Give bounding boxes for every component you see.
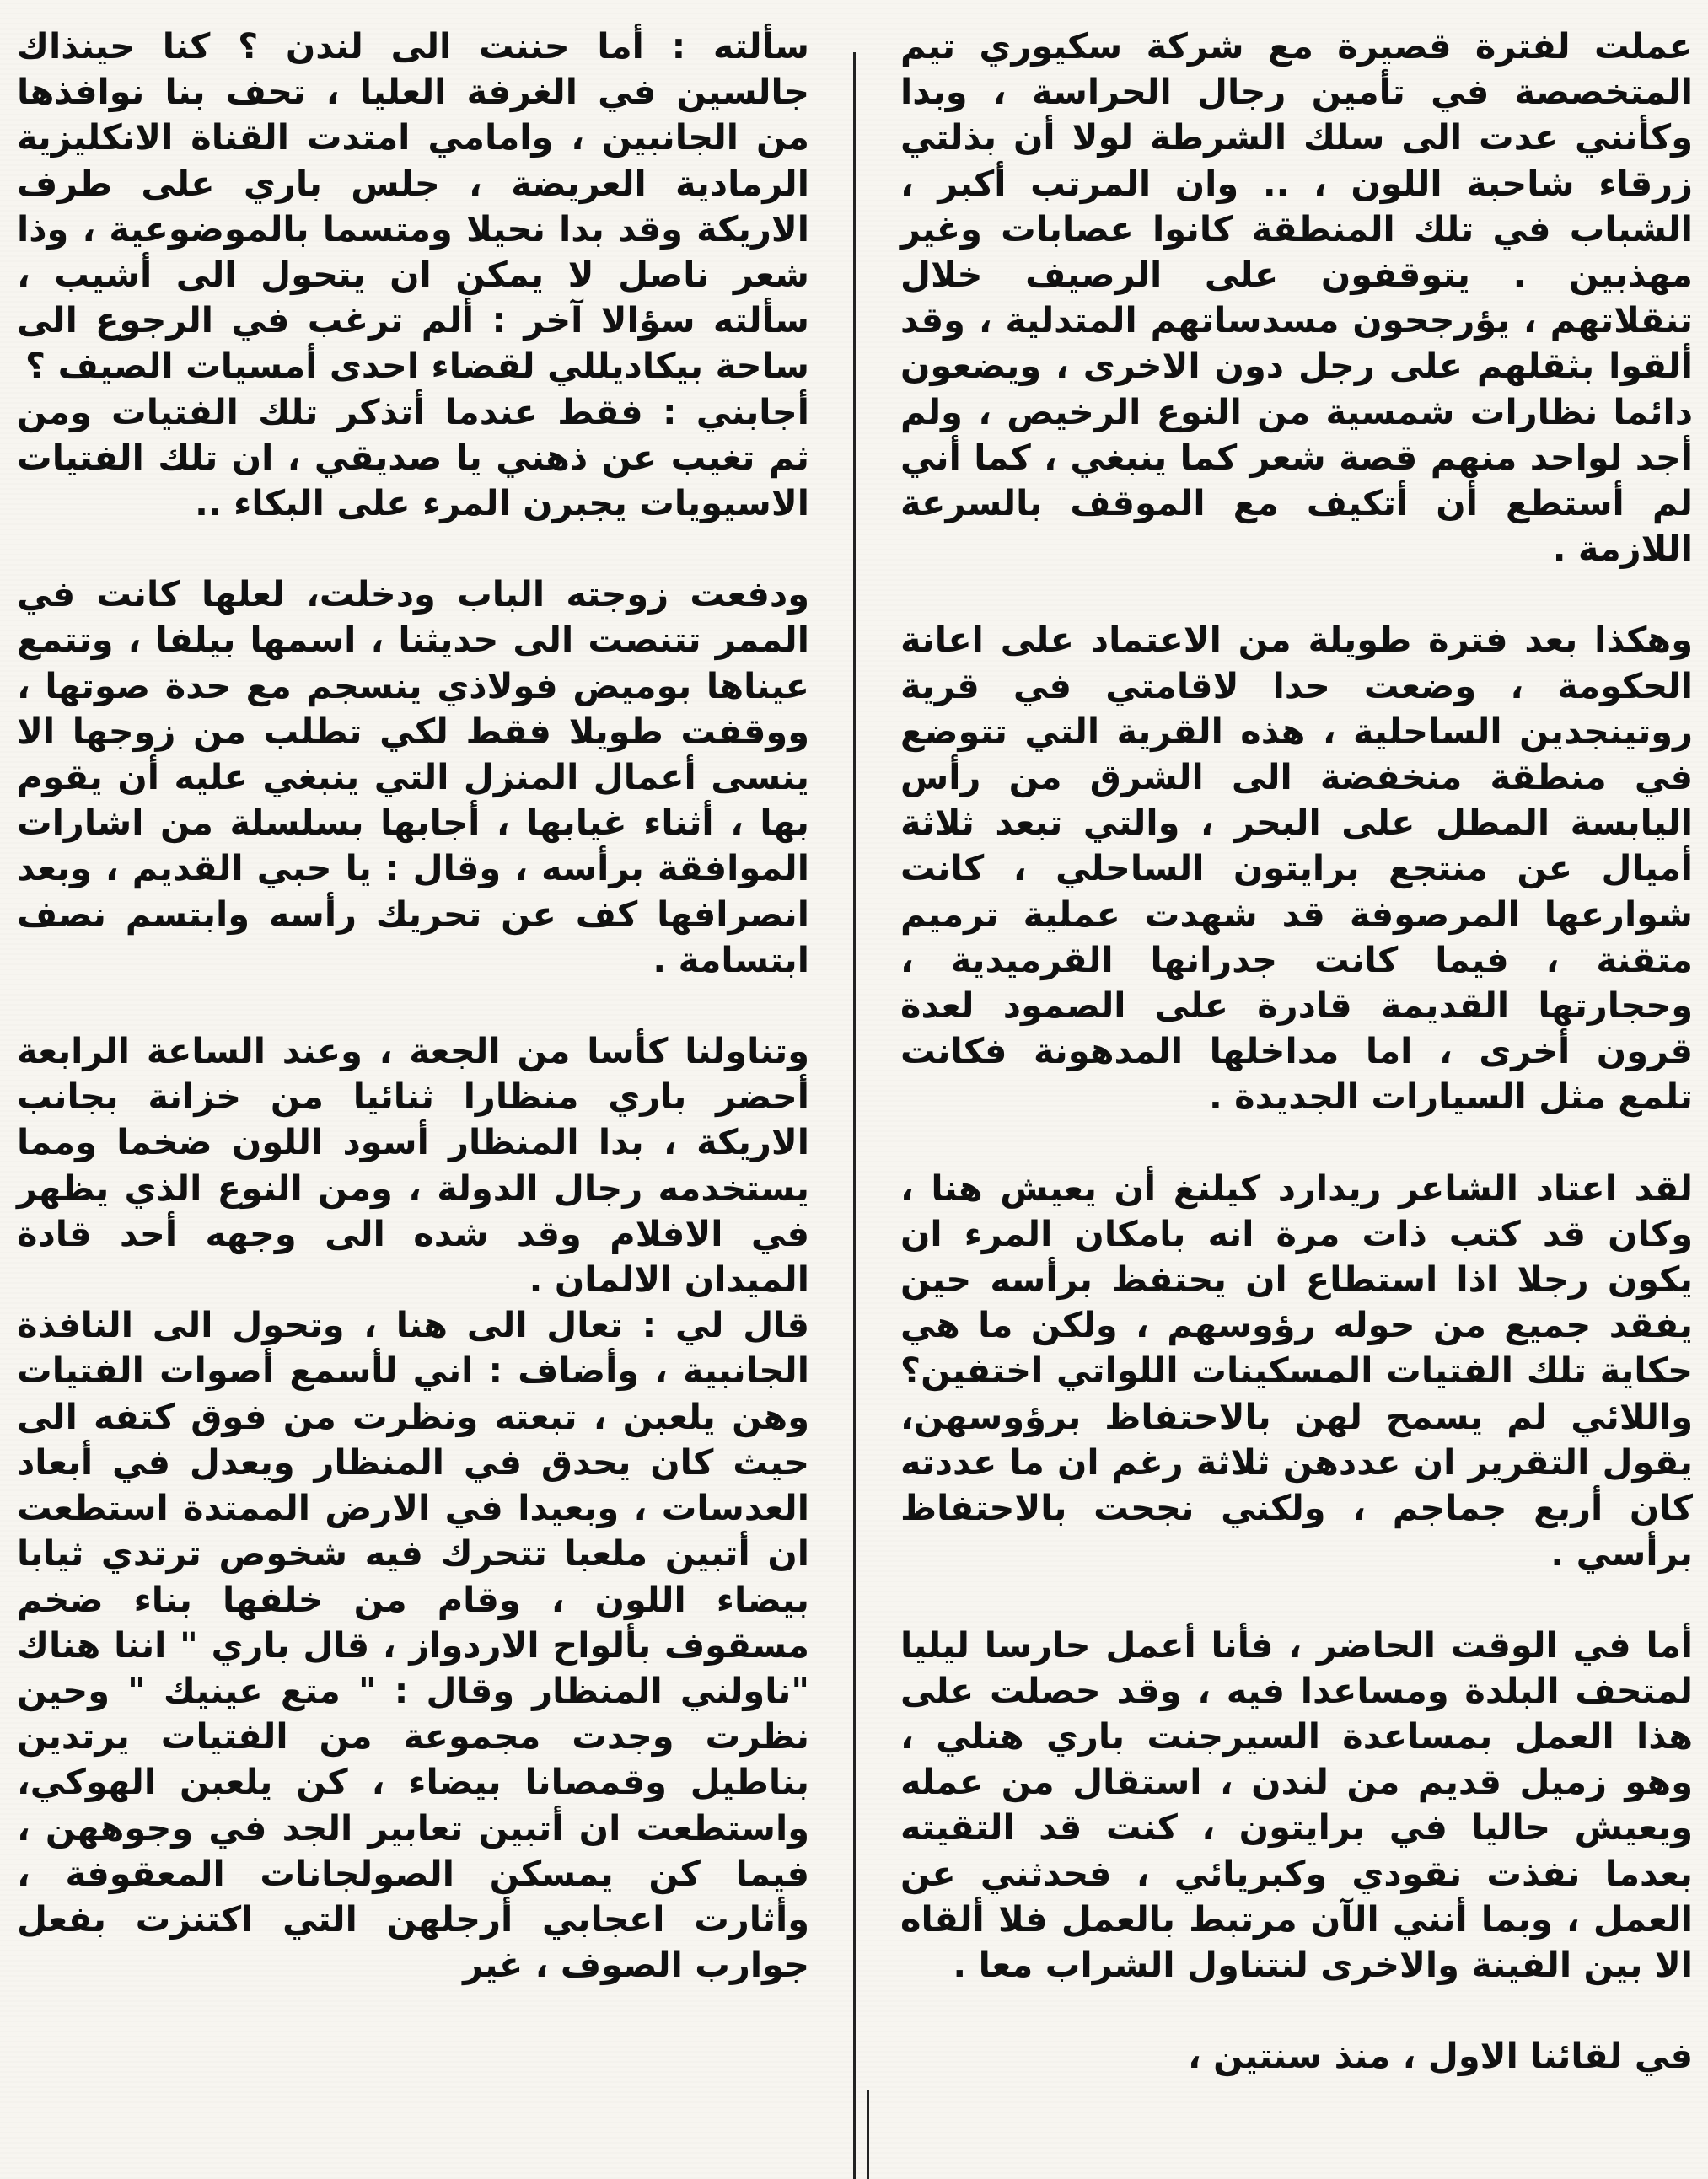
article-column-left <box>17 24 809 1988</box>
paragraph-security-job: عملت لفترة قصيرة مع شركة سكيوري تيم المتخصصة في تأمين رجال الحراسة ، وبدا وكأنني عدت الى سلك الشرطة لولا أن بذلتي زرقاء شاحبة اللون ، .. وان المرتب أكبر ، الشباب في تلك المنطقة كانوا عصابات وغير مهذبين . يتوقفون على الرصيف خلال تنقلاتهم ، يؤرجحون مسدساتهم المتدلية ، وقد ألقوا بثقلهم على رجل دون الاخرى ، ويضعون دائما نظارات شمسية من النوع الرخيص ، ولم أجد لواحد منهم قصة شعر كما ينبغي ، كما أني لم أستطع أن أتكيف مع الموقف بالسرعة اللازمة . <box>900 25 1693 570</box>
paragraph-london-question: سألته : أما حننت الى لندن ؟ كنا حينذاك جالسين في الغرفة العليا ، تحف بنا نوافذها من الجانبين ، وامامي امتدت القناة الانكليزية الرمادية العريضة ، جلس باري على طرف الاريكة وقد بدا نحيلا ومتسما بالموضوعية ، وذا شعر ناصل لا يمكن ان يتحول الى أشيب ، سألته سؤالا آخر : ألم ترغب في الرجوع الى ساحة بيكاديللي لقضاء احدى أمسيات الصيف ؟ <box>17 25 809 387</box>
article-column-right <box>900 24 1693 2079</box>
paragraph-hockey-field: قال لي : تعال الى هنا ، وتحول الى النافذة الجانبية ، وأضاف : اني لأسمع أصوات الفتيات وهن يلعبن ، تبعته ونظرت من فوق كتفه الى حيث كان يحدق في المنظار ويعدل في أبعاد العدسات ، وبعيدا في الارض الممتدة استطعت ان أتبين ملعبا تتحرك فيه شخوص ترتدي ثيابا بيضاء اللون ، وقام من خلفها بناء ضخم مسقوف بألواح الاردواز ، قال باري " اننا هناك "ناولني المنظار وقال : " متع عينيك " وحين نظرت وجدت مجموعة من الفتيات يرتدين بناطيل وقمصانا بيضاء ، كن يلعبن الهوكي، واستطعت ان أتبين تعابير الجد في وجوههن ، فيما كن يمسكن الصولجانات المعقوفة ، وأثارت اعجابي أرجلهن التي اكتنزت بفعل جوارب الصوف ، غير <box>17 1304 809 1986</box>
paragraph-wife-belva: ودفعت زوجته الباب ودخلت، لعلها كانت في الممر تتنصت الى حديثنا ، اسمها بيلفا ، وتتمع عيناها بوميض فولاذي ينسجم مع حدة صوتها ، ووقفت طويلا فقط لكي تطلب من زوجها الا ينسى أعمال المنزل التي ينبغي عليه أن يقوم بها ، أثناء غيابها ، أجابها بسلسلة من اشارات الموافقة برأسه ، وقال : يا حبي القديم ، وبعد انصرافها كف عن تحريك رأسه وابتسم نصف ابتسامة . <box>17 573 809 980</box>
column-divider-lower <box>867 2090 869 2179</box>
paragraph-asian-girls: أجابني : فقط عندما أتذكر تلك الفتيات ومن ثم تغيب عن ذهني يا صديقي ، ان تلك الفتيات الاسيويات يجبرن المرء على البكاء .. <box>17 390 809 524</box>
paragraph-first-meeting: في لقائنا الاول ، منذ سنتين ، <box>1187 2035 1693 2077</box>
paragraph-museum-guard: أما في الوقت الحاضر ، فأنا أعمل حارسا ليليا لمتحف البلدة ومساعدا فيه ، وقد حصلت على هذا العمل بمساعدة السيرجنت باري هنلي ، وهو زميل قديم من لندن ، استقال من عمله ويعيش حاليا في برايتون ، كنت قد التقيته بعدما نفذت نقودي وكبريائي ، فحدثني عن العمل ، وبما أنني الآن مرتبط بالعمل فلا ألقاه الا بين الفينة والاخرى لنتناول الشراب معا . <box>900 1624 1693 1985</box>
paragraph-binoculars: وتناولنا كأسا من الجعة ، وعند الساعة الرابعة أحضر باري منظارا ثنائيا من خزانة بجانب الاريكة ، بدا المنظار أسود اللون ضخما ومما يستخدمه رجال الدولة ، ومن النوع الذي يظهر في الافلام وقد شده الى وجهه أحد قادة الميدان الالمان . <box>17 1030 809 1301</box>
column-divider <box>853 52 856 2179</box>
paragraph-rottingdean-village: وهكذا بعد فترة طويلة من الاعتماد على اعانة الحكومة ، وضعت حدا لاقامتي في قرية روتينجدين الساحلية ، هذه القرية التي تتوضع في منطقة منخفضة الى الشرق من رأس اليابسة المطل على البحر ، والتي تبعد ثلاثة أميال عن منتجع برايتون الساحلي ، كانت شوارعها المرصوفة قد شهدت عملية ترميم متقنة ، فيما كانت جدرانها القرميدية ، وحجارتها القديمة قادرة على الصمود لعدة قرون أخرى ، اما مداخلها المدهونة فكانت تلمع مثل السيارات الجديدة . <box>900 619 1693 1118</box>
paragraph-kipling: لقد اعتاد الشاعر ريدارد كيلنغ أن يعيش هنا ، وكان قد كتب ذات مرة انه بامكان المرء ان يكون رجلا اذا استطاع ان يحتفظ برأسه حين يفقد جميع من حوله رؤوسهم ، ولكن ما هي حكاية تلك الفتيات المسكينات اللواتي اختفين؟ واللائي لم يسمح لهن بالاحتفاظ برؤوسهن، يقول التقرير ان عددهن ثلاثة رغم ان ما عددته كان أربع جماجم ، ولكني نجحت بالاحتفاظ برأسي . <box>900 1167 1693 1575</box>
